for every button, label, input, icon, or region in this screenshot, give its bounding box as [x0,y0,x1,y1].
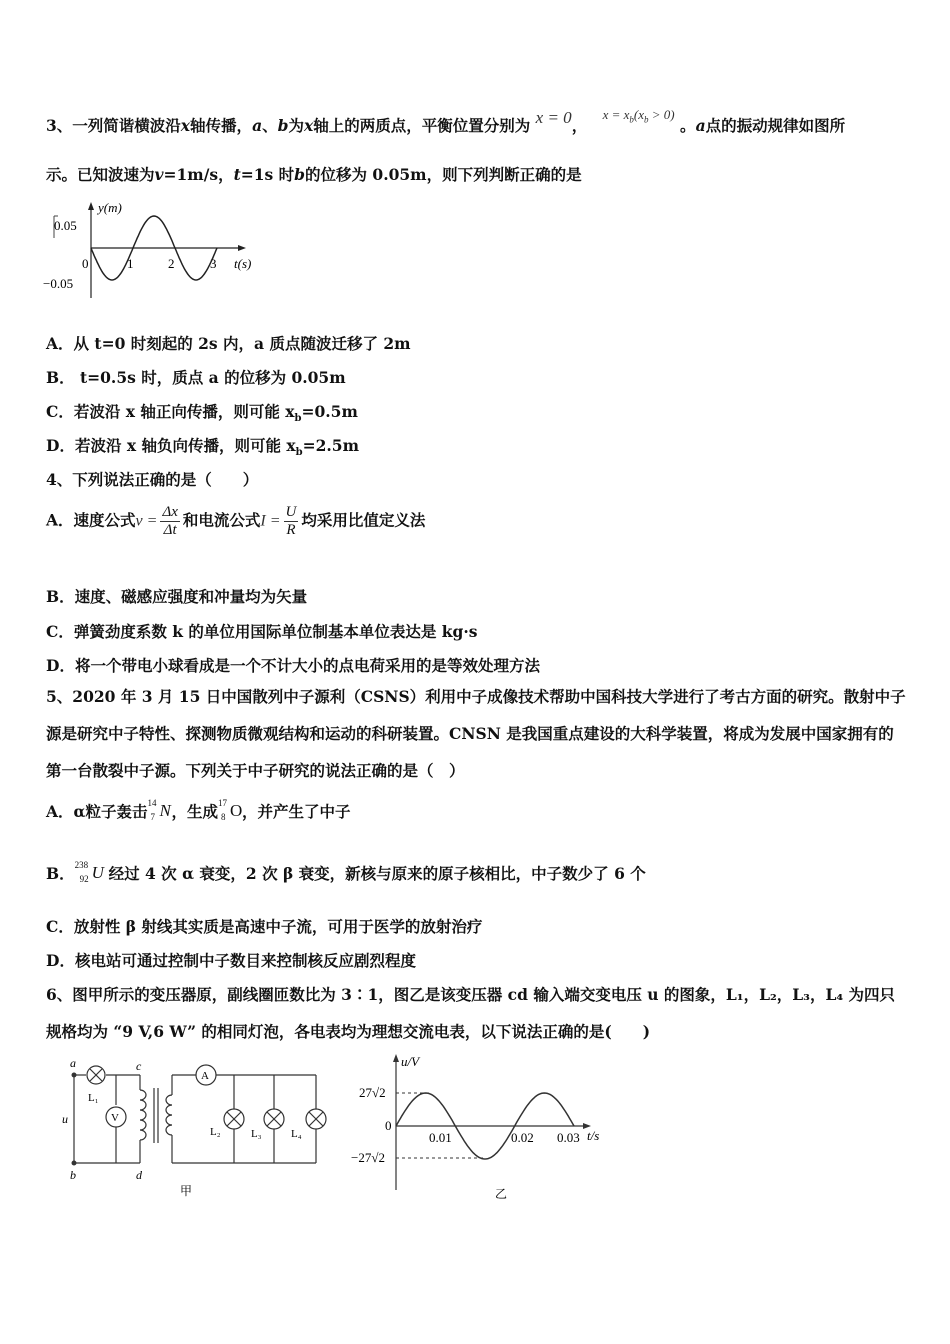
var-t: t [233,165,241,184]
q4-option-d[interactable]: D．将一个带电小球看成是一个不计大小的点电荷采用的是等效处理方法 [46,656,540,675]
graph-ymax: 27√2 [359,1085,386,1100]
q3-text: 轴上的两质点，平衡位置分别为 [313,116,531,135]
q5-option-a[interactable]: A．α粒子轰击 14 7 N ，生成 17 8 O ，并产生了中子 [46,800,351,826]
q3-text: ， [571,116,588,135]
q3-option-d[interactable]: D．若波沿 x 轴负向传播，则可能 $x_b=2.5m$ [46,436,359,459]
q6-stem: 6、图甲所示的变压器原，副线圈匝数比为 3∶1，图乙是该变压器 cd 输入端交变电压 u 的图象，L₁，L₂，L₃，L₄ 为四只规格均为 “9 V,6 W” 的相同灯泡，各电表均为理想交流电表，以下说法正确的是( ) [46,985,896,1041]
graph-ymin: −0.05 [43,276,74,291]
label-u: u [62,1112,68,1126]
q3-text: 、 [262,116,278,135]
q3-line2 [46,163,582,185]
graph-ylabel: y(m) [98,200,122,215]
q4-option-b[interactable]: B．速度、磁感应强度和冲量均为矢量 [46,587,308,606]
graph-tick: 0.01 [429,1130,452,1145]
math-i: I = [260,512,281,530]
var-x: x [180,116,191,135]
q5-stem: 5、2020 年 3 月 15 日中国散列中子源利（CSNS）利用中子成像技术帮助中国科技大学进行了考古方面的研究。散射中子源是研究中子特性、探测物质微观结构和运动的科研装置。CNSN 是我国重点建设的大科学装置，将成为发展中国家拥有的第一台散裂中子源。下列关于中子研究的说法正确的是（ ） [46,687,906,780]
q3-text: 示。已知波速为 [46,165,155,184]
q3-text: 为 [288,116,304,135]
y-axis-arrow [88,202,94,210]
math-x-zero: x = 0 [535,108,572,127]
q5-option-c[interactable]: C．放射性 β 射线其实质是高速中子流，可用于医学的放射治疗 [46,917,483,936]
var-a: a [252,116,263,135]
q3-text: =1m/s， [163,165,234,184]
q3-text: 3、一列简谐横波沿 [46,116,181,135]
terminal-a [72,1073,77,1078]
y-axis-arrow [393,1054,399,1062]
label-b: b [70,1168,76,1182]
caption-yi: 乙 [495,1187,508,1201]
caption-jia: 甲 [180,1184,193,1198]
var-b: b [277,116,289,135]
q4-option-a[interactable]: A．速度公式v = $\frac{\Delta x}{\Delta t}$ 和电流公式I = $\frac{U}{R}$ 均采用比值定义法 [46,504,426,538]
vibration-graph [40,198,270,303]
q5-option-b[interactable]: B． 238 92 U 经过 4 次 α 衰变，2 次 β 衰变，新核与原来的原子核相比，中子数少了 6 个 [46,862,646,888]
label-l2: L₂ [210,1126,221,1138]
var-a: a [695,116,706,135]
nuclide-n14: 14 7 N [147,798,171,822]
label-d: d [136,1168,142,1182]
ammeter-label: A [201,1070,209,1082]
graph-tick: 0.02 [511,1130,534,1145]
transformer-circuit [60,1055,340,1200]
q3-option-b[interactable]: B． t=0.5s 时，质点 a 的位移为 0.05m [46,368,346,387]
voltmeter-label: V [111,1112,119,1124]
frac-current: $\frac{U}{R}$ [285,504,297,538]
var-v: v [154,165,164,184]
math-x-xb: x = xb(xb > 0) [602,107,675,125]
graph-xlabel: t/s [587,1128,600,1143]
terminal-b [72,1161,77,1166]
q4-option-c[interactable]: C．弹簧劲度系数 k 的单位用国际单位制基本单位表达是 kg·s [46,622,478,641]
graph-tick: 2 [168,256,175,271]
graph-xlabel: t(s) [234,256,252,271]
label-l1: L₁ [88,1092,99,1104]
label-l4: L₄ [291,1128,302,1140]
graph-tick: 0.03 [557,1130,580,1145]
q3-option-c[interactable]: C．若波沿 x 轴正向传播，则可能 $x_b=0.5m$ [46,402,358,425]
graph-origin: 0 [385,1118,392,1133]
graph-ymax: 0.05 [54,218,77,233]
q5-option-d[interactable]: D．核电站可通过控制中子数目来控制核反应剧烈程度 [46,951,416,970]
label-a: a [70,1056,76,1070]
graph-ylabel: u/V [401,1054,420,1069]
q3-text: 。 [680,116,696,135]
label-l3: L₃ [251,1128,262,1140]
frac-velocity: $\frac{\Delta x}{\Delta t}$ [162,504,178,538]
q3-option-a[interactable]: A．从 t=0 时刻起的 2s 内，a 质点随波迁移了 2m [46,334,411,353]
var-b: b [294,165,306,184]
voltage-graph [345,1050,625,1205]
graph-ymin: −27√2 [351,1150,385,1165]
q3-line1 [46,107,846,137]
graph-tick: 1 [127,256,134,271]
math-v: v = [135,512,158,530]
q3-text: 的位移为 0.05m，则下列判断正确的是 [305,165,582,184]
q3-text: =1s 时 [240,165,295,184]
q3-text: 轴传播， [190,116,253,135]
nuclide-o17: 17 8 O [217,798,243,822]
q3-text: 点的振动规律如图所 [705,116,846,135]
q4-stem: 4、下列说法正确的是（ ） [46,470,259,489]
graph-tick: 3 [210,256,217,271]
x-axis-arrow [238,245,246,251]
var-x: x [303,116,314,135]
label-c: c [136,1059,142,1073]
nuclide-u238: 238 92 U [74,860,104,884]
graph-origin: 0 [82,256,89,271]
